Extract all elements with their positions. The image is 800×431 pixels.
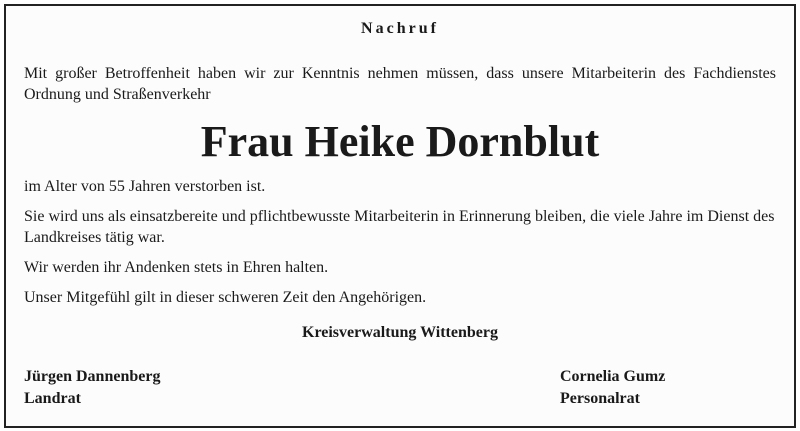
intro-paragraph: Mit großer Betroffenheit haben wir zur Kenntnis nehmen müssen, dass unsere Mitarbeiterin des Fachdienstes Ordnung und Straßenverkehr: [24, 65, 776, 103]
sympathy-paragraph: Unser Mitgefühl gilt in dieser schweren Zeit den Angehörigen.: [24, 289, 427, 306]
age-paragraph: im Alter von 55 Jahren verstorben ist.: [24, 178, 266, 195]
signatory-name: Cornelia Gumz: [560, 368, 666, 385]
signatory-name: Jürgen Dannenberg: [24, 368, 161, 385]
signatory-title: Landrat: [24, 390, 81, 407]
signatory-right: [560, 366, 665, 410]
signatory-title: Personalrat: [560, 390, 640, 407]
memory-paragraph: Sie wird uns als einsatzbereite und pflichtbewusste Mitarbeiterin in Erinnerung bleiben, die viele Jahre im Dienst des Landkreises tätig war.: [24, 208, 775, 246]
obituary-frame: [4, 4, 796, 428]
obituary-heading: Nachruf: [361, 20, 439, 37]
obituary-content: [6, 6, 794, 426]
deceased-name: Frau Heike Dornblut: [200, 117, 600, 166]
signatory-left: [24, 366, 160, 410]
honor-paragraph: Wir werden ihr Andenken stets in Ehren halten.: [24, 259, 329, 276]
organization-name: Kreisverwaltung Wittenberg: [302, 324, 498, 341]
